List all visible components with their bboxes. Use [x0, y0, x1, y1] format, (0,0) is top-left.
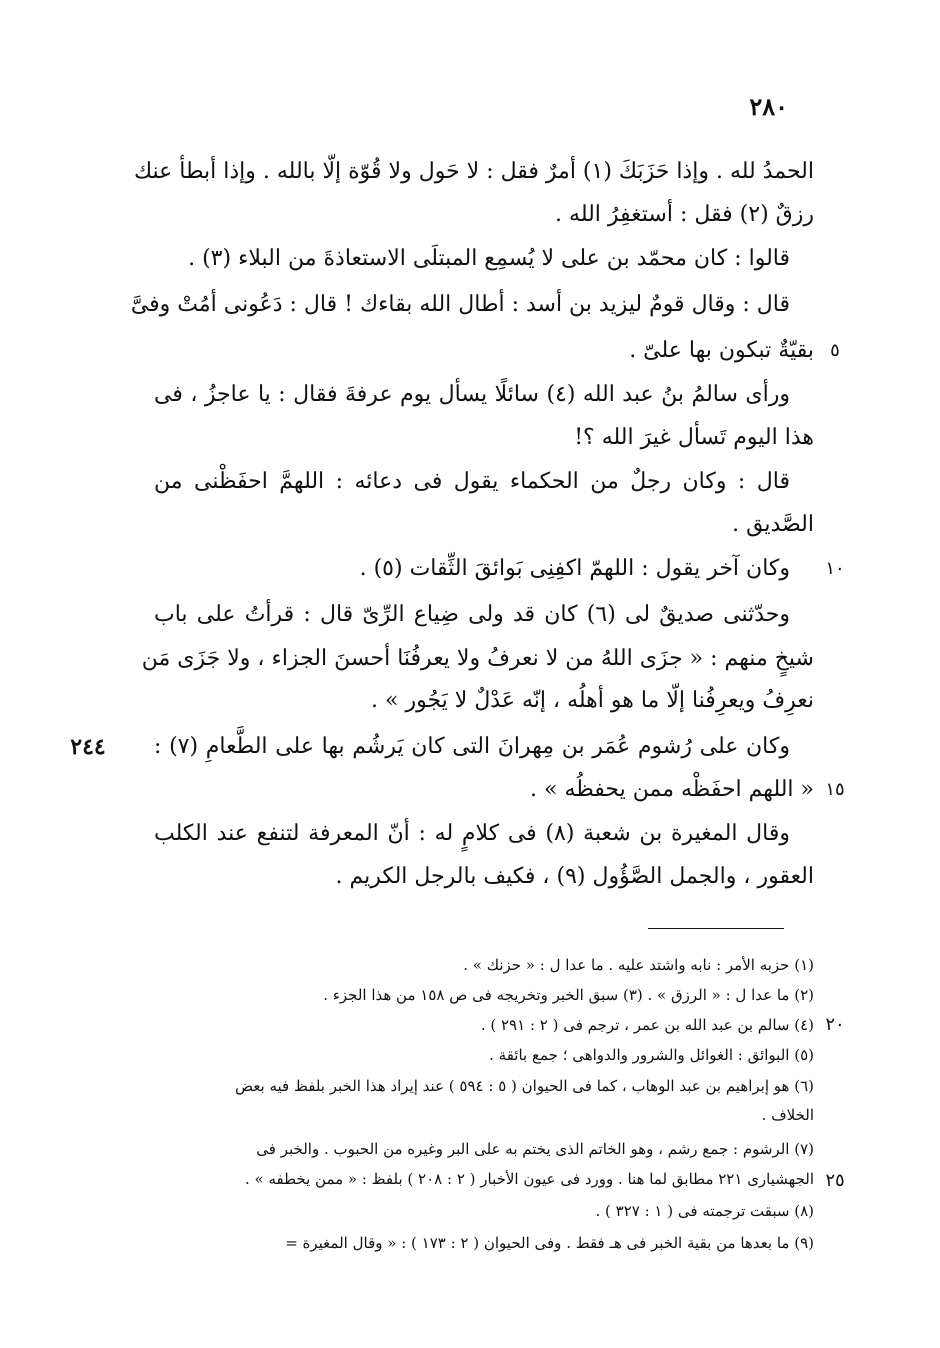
margin-line-number-5: ٥	[830, 340, 840, 361]
body-line-10: وكان آخر يقول : اللهمّ اكفِنِى بَوائقَ الثِّقات (٥) .	[359, 556, 790, 581]
body-line-3: قالوا : كان محمّد بن على لا يُسمِع المبتلَى الاستعاذةَ من البلاء (٣) .	[188, 246, 790, 271]
footnote-2-3: (٢) ما عدا ل : « الرزق » . (٣) سبق الخبر وتخريجه فى ص ١٥٨ من هذا الجزء .	[323, 986, 814, 1004]
body-line-9: الصَّديق .	[732, 512, 814, 537]
original-page-reference: ٢٤٤	[70, 734, 106, 760]
margin-line-number-15: ١٥	[825, 779, 845, 800]
footnote-9: (٩) ما بعدها من بقية الخبر فى هـ فقط . وفى الحيوان ( ٢ : ١٧٣ ) : « وقال المغيرة =	[285, 1234, 814, 1252]
body-line-13: نعرِفُ ويعرِفُنا إلّا ما هو أهلُه ، إنّه عَدْلٌ لا يَجُور » .	[371, 688, 814, 713]
body-line-5: بقيّةٌ تبكون بها علىّ .	[629, 338, 814, 363]
body-line-12: شيخٍ منهم : « جزَى اللهُ من لا نعرفُ ولا يعرفُنَا أحسنَ الجزاء ، ولا جَزَى مَن	[141, 646, 814, 671]
footnote-4: (٤) سالم بن عبد الله بن عمر ، ترجم فى ( ٢ : ٢٩١ ) .	[480, 1016, 814, 1034]
body-line-14: وكان على رُشوم عُمَر بن مِهرانَ التى كان يَرشُم بها على الطَّعامِ (٧) :	[154, 734, 790, 759]
body-line-16: وقال المغيرة بن شعبة (٨) فى كلامٍ له : أنّ المعرفة لتنفع عند الكلب	[154, 821, 791, 846]
body-line-17: العقور ، والجمل الصَّؤُول (٩) ، فكيف بالرجل الكريم .	[335, 864, 814, 889]
margin-line-number-20: ٢٠	[825, 1014, 845, 1035]
footnote-5: (٥) البوائق : الغوائل والشرور والدواهى ؛ جمع بائقة .	[489, 1046, 814, 1064]
footnote-6: (٦) هو إبراهيم بن عبد الوهاب ، كما فى الحيوان ( ٥ : ٥٩٤ ) عند إيراد هذا الخبر بلفظ فيه بعض	[234, 1077, 814, 1095]
margin-line-number-10: ١٠	[825, 558, 845, 579]
footnote-divider	[648, 928, 784, 929]
body-line-15: « اللهم احفَظْه ممن يحفظُه » .	[530, 777, 814, 802]
footnote-1: (١) حزبه الأمر : نابه واشتد عليه . ما عدا ل : « حزنك » .	[463, 956, 814, 974]
footnote-8: (٨) سبقت ترجمته فى ( ١ : ٣٢٧ ) .	[595, 1202, 814, 1220]
body-line-8: قال : وكان رجلٌ من الحكماء يقول فى دعائه : اللهمَّ احفَظْنى من	[154, 469, 790, 494]
page-number: ٢٨٠	[749, 92, 788, 121]
body-line-11: وحدّثنى صديقٌ لى (٦) كان قد ولى ضِياع الرِّىّ قال : قرأتُ على باب	[154, 602, 791, 627]
body-line-6: ورأى سالمُ بنُ عبد الله (٤) سائلًا يسأل يوم عرفةَ فقال : يا عاجزُ ، فى	[154, 382, 790, 407]
body-line-7: هذا اليوم تَسأل غيرَ الله ؟!	[574, 425, 814, 450]
footnote-6-cont: الخلاف .	[761, 1106, 814, 1124]
body-line-1: الحمدُ لله . وإذا حَزَبَكَ (١) أمرٌ فقل : لا حَول ولا قُوّة إلّا بالله . وإذا أبطأ عنك	[133, 159, 814, 184]
body-line-2: رزقٌ (٢) فقل : أستغفِرُ الله .	[555, 202, 814, 227]
margin-line-number-25: ٢٥	[825, 1170, 845, 1191]
footnote-7-cont: الجهشيارى ٢٢١ مطابق لما هنا . وورد فى عيون الأخبار ( ٢ : ٢٠٨ ) بلفظ : « ممن يخطفه » .	[244, 1170, 814, 1188]
body-line-4: قال : وقال قومٌ ليزيد بن أسد : أطال الله بقاءك ! قال : دَعُونى أمُتْ وفىَّ	[130, 292, 790, 317]
footnote-7: (٧) الرشوم : جمع رشم ، وهو الخاتم الذى يختم به على البر وغيره من الحبوب . والخبر فى	[256, 1140, 814, 1158]
